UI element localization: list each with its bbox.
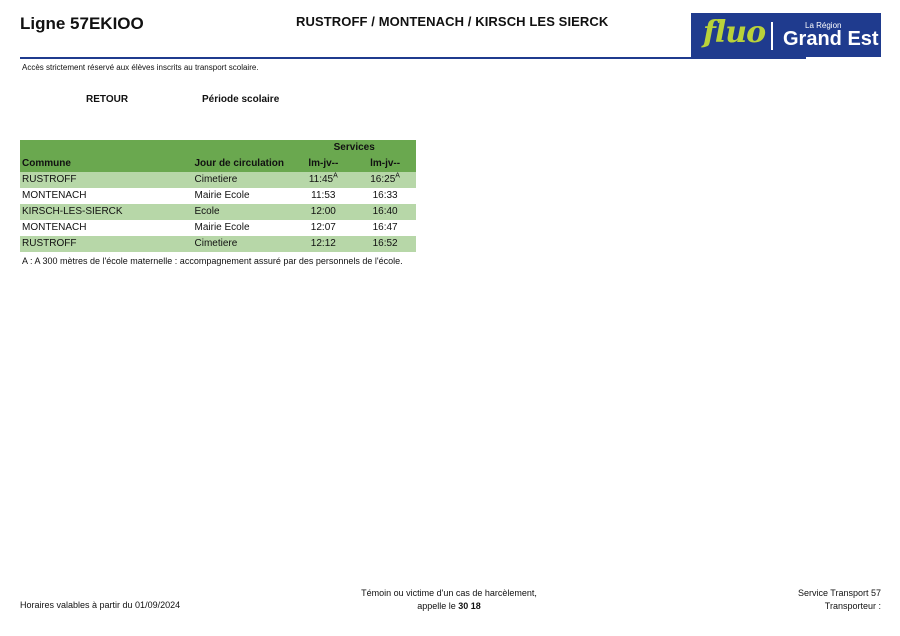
footnote: A : A 300 mètres de l'école maternelle : accompagnement assuré par des personnels de l'école. [22, 256, 403, 266]
note-marker: A [395, 172, 400, 180]
logo-region-label: La Région [805, 21, 842, 30]
transporteur-label: Transporteur : [824, 601, 881, 611]
commune-cell: KIRSCH-LES-SIERCK [20, 204, 195, 220]
period-label: Période scolaire [202, 94, 280, 105]
route-title: RUSTROFF / MONTENACH / KIRSCH LES SIERCK [296, 14, 609, 29]
table-row [20, 188, 416, 204]
time-cell: 16:52 [354, 236, 416, 252]
services-header: Services [292, 140, 416, 156]
note-marker: A [333, 172, 338, 180]
fluo-grand-est-logo [691, 13, 881, 57]
time-cell: $11:45^A$ [292, 172, 354, 188]
harassment-line-1: Témoin ou victime d'un cas de harcèlement, [361, 588, 537, 598]
table-row [20, 172, 416, 188]
commune-cell: RUSTROFF [20, 236, 195, 252]
time-cell: 12:12 [292, 236, 354, 252]
stop-cell: Mairie Ecole [195, 220, 293, 236]
harassment-notice [354, 587, 544, 613]
time-cell: $16:25^A$ [354, 172, 416, 188]
time-cell: 16:33 [354, 188, 416, 204]
direction-label: RETOUR [86, 94, 129, 105]
commune-header: Commune [20, 156, 195, 172]
table-row [20, 236, 416, 252]
harassment-number: 30 18 [458, 601, 481, 611]
commune-cell: MONTENACH [20, 188, 195, 204]
line-title: Ligne 57EKIOO [20, 14, 144, 33]
stop-cell: Ecole [195, 204, 293, 220]
stop-cell: Cimetiere [195, 236, 293, 252]
table-row [20, 220, 416, 236]
stop-cell: Cimetiere [195, 172, 293, 188]
stop-cell: Mairie Ecole [195, 188, 293, 204]
column-header-row [20, 156, 416, 172]
transport-info [720, 587, 881, 613]
service-2-header: lm-jv-- [354, 156, 416, 172]
logo-region-name: Grand Est [783, 28, 879, 50]
commune-cell: MONTENACH [20, 220, 195, 236]
time-cell: 12:00 [292, 204, 354, 220]
services-header-row [20, 140, 416, 156]
harassment-line-2: appelle le 30 18 [417, 601, 481, 611]
fluo-logo-text: fluo [703, 15, 766, 50]
commune-cell: RUSTROFF [20, 172, 195, 188]
service-1-header: lm-jv-- [292, 156, 354, 172]
jour-header: Jour de circulation [195, 156, 293, 172]
header-divider [20, 57, 806, 59]
table-row [20, 204, 416, 220]
time-cell: 16:47 [354, 220, 416, 236]
time-cell: 11:53 [292, 188, 354, 204]
validity-date: Horaires valables à partir du 01/09/2024 [20, 600, 181, 610]
time-cell: 12:07 [292, 220, 354, 236]
access-notice: Accès strictement réservé aux élèves inscrits au transport scolaire. [22, 63, 259, 72]
transport-service: Service Transport 57 [797, 588, 881, 598]
logo-separator [771, 22, 773, 50]
timetable [20, 140, 416, 252]
time-cell: 16:40 [354, 204, 416, 220]
